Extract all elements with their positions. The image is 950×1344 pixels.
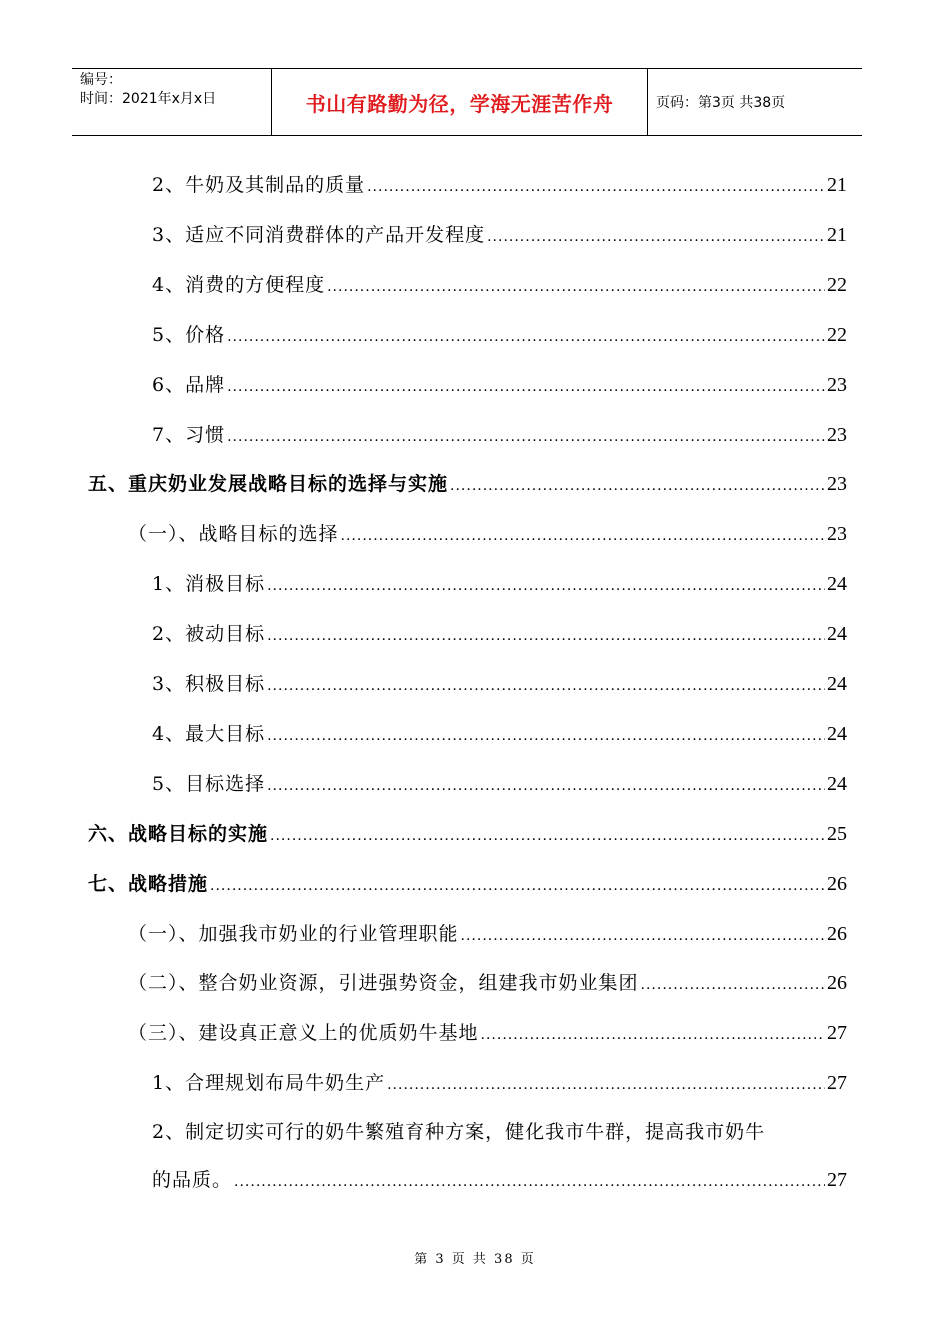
- toc-entry[interactable]: [88, 819, 847, 849]
- toc-entry-page: 23: [827, 423, 847, 446]
- toc-entry-page: 24: [827, 673, 847, 695]
- toc-leader-dots: [487, 222, 825, 252]
- toc-entry[interactable]: [152, 669, 847, 699]
- toc-entry-page: 24: [827, 573, 847, 596]
- toc-entry-page: 21: [827, 174, 847, 196]
- toc-entry-page: 26: [827, 972, 847, 995]
- toc-entry-wrapped-line1[interactable]: 2、制定切实可行的奶牛繁殖育种方案，健化我市牛群，提高我市奶牛: [152, 1121, 766, 1143]
- toc-entry-text: 7、习惯: [152, 423, 226, 446]
- toc-leader-dots: [481, 1020, 825, 1050]
- toc-entry[interactable]: [152, 220, 847, 250]
- toc-entry-text: 七、战略措施: [88, 872, 209, 895]
- toc-entry-text: 5、目标选择: [152, 772, 266, 795]
- toc-entry-text: 3、积极目标: [152, 673, 266, 695]
- toc-entry-text: 的品质。: [152, 1169, 233, 1191]
- toc-entry-text: （二）、整合奶业资源，引进强势资金，组建我市奶业集团: [128, 972, 639, 995]
- toc-entry-text: 5、价格: [152, 323, 226, 346]
- toc-leader-dots: [210, 871, 825, 901]
- toc-entry[interactable]: [88, 869, 847, 899]
- toc-entry-page: 22: [827, 273, 847, 296]
- toc-leader-dots: [450, 471, 825, 501]
- toc-entry[interactable]: [152, 370, 847, 400]
- toc-entry-page: 24: [827, 623, 847, 646]
- toc-entry[interactable]: [88, 469, 847, 499]
- toc-leader-dots: [327, 272, 825, 302]
- toc-leader-dots: [267, 571, 825, 601]
- header-motto: 书山有路勤为径，学海无涯苦作舟: [272, 69, 648, 135]
- page-header: [72, 68, 862, 136]
- toc-entry-page: 26: [827, 922, 847, 945]
- toc-entry-wrapped-line2[interactable]: [152, 1165, 847, 1195]
- toc-entry-text: 1、消极目标: [152, 573, 266, 596]
- toc-entry-text: 2、被动目标: [152, 623, 266, 646]
- toc-entry-page: 23: [827, 473, 847, 496]
- document-time-label: 时间：2021年x月x日: [80, 91, 217, 107]
- toc-leader-dots: [367, 172, 825, 202]
- toc-entry-text: （一）、加强我市奶业的行业管理职能: [128, 922, 459, 945]
- toc-entry-page: 23: [827, 523, 847, 546]
- document-number-label: 编号：: [80, 72, 122, 88]
- toc-leader-dots: [387, 1070, 825, 1100]
- toc-entry-page: 24: [827, 722, 847, 745]
- toc-leader-dots: [267, 621, 825, 651]
- toc-leader-dots: [267, 671, 825, 701]
- toc-leader-dots: [227, 422, 825, 452]
- toc-entry[interactable]: [152, 719, 847, 749]
- toc-entry-page: 27: [827, 1072, 847, 1095]
- toc-entry-page: 25: [827, 822, 847, 845]
- toc-leader-dots: [227, 322, 825, 352]
- toc-entry[interactable]: [152, 1068, 847, 1098]
- toc-entry[interactable]: [152, 420, 847, 450]
- toc-entry[interactable]: [152, 170, 847, 200]
- header-page-info: 页码：第3页 共38页: [656, 95, 786, 111]
- toc-entry-text: （一）、战略目标的选择: [128, 523, 339, 546]
- toc-entry[interactable]: [128, 919, 847, 949]
- toc-leader-dots: [267, 721, 825, 751]
- toc-entry-text: （三）、建设真正意义上的优质奶牛基地: [128, 1022, 479, 1045]
- page-footer: 第 3 页 共 38 页: [414, 1252, 536, 1267]
- toc-entry-page: 21: [827, 223, 847, 246]
- toc-leader-dots: [641, 970, 825, 1000]
- toc-entry[interactable]: [128, 1018, 847, 1048]
- toc-entry-page: 27: [827, 1169, 847, 1191]
- toc-leader-dots: [227, 372, 825, 402]
- toc-leader-dots: [234, 1167, 825, 1197]
- toc-leader-dots: [270, 821, 825, 851]
- toc-entry-page: 24: [827, 772, 847, 795]
- toc-entry[interactable]: [128, 968, 847, 998]
- toc-entry-text: 五、重庆奶业发展战略目标的选择与实施: [88, 473, 449, 496]
- toc-leader-dots: [341, 521, 825, 551]
- toc-entry-page: 22: [827, 323, 847, 346]
- toc-entry[interactable]: [152, 320, 847, 350]
- toc-entry[interactable]: [128, 519, 847, 549]
- toc-entry-page: 23: [827, 373, 847, 396]
- toc-entry-text: 4、最大目标: [152, 722, 266, 745]
- toc-entry[interactable]: [152, 569, 847, 599]
- toc-entry-text: 6、品牌: [152, 373, 226, 396]
- toc-entry-text: 2、牛奶及其制品的质量: [152, 174, 366, 196]
- toc-entry-text: 3、适应不同消费群体的产品开发程度: [152, 223, 486, 246]
- toc-entry-text: 4、消费的方便程度: [152, 273, 326, 296]
- header-meta: [72, 69, 272, 135]
- toc-entry-page: 26: [827, 872, 847, 895]
- toc-entry[interactable]: [152, 619, 847, 649]
- toc-leader-dots: [461, 921, 825, 951]
- toc-entry-text: 六、战略目标的实施: [88, 822, 269, 845]
- toc-entry[interactable]: [152, 769, 847, 799]
- toc-entry-text: 1、合理规划布局牛奶生产: [152, 1072, 386, 1095]
- toc-entry-page: 27: [827, 1022, 847, 1045]
- toc-entry[interactable]: [152, 270, 847, 300]
- toc-leader-dots: [267, 771, 825, 801]
